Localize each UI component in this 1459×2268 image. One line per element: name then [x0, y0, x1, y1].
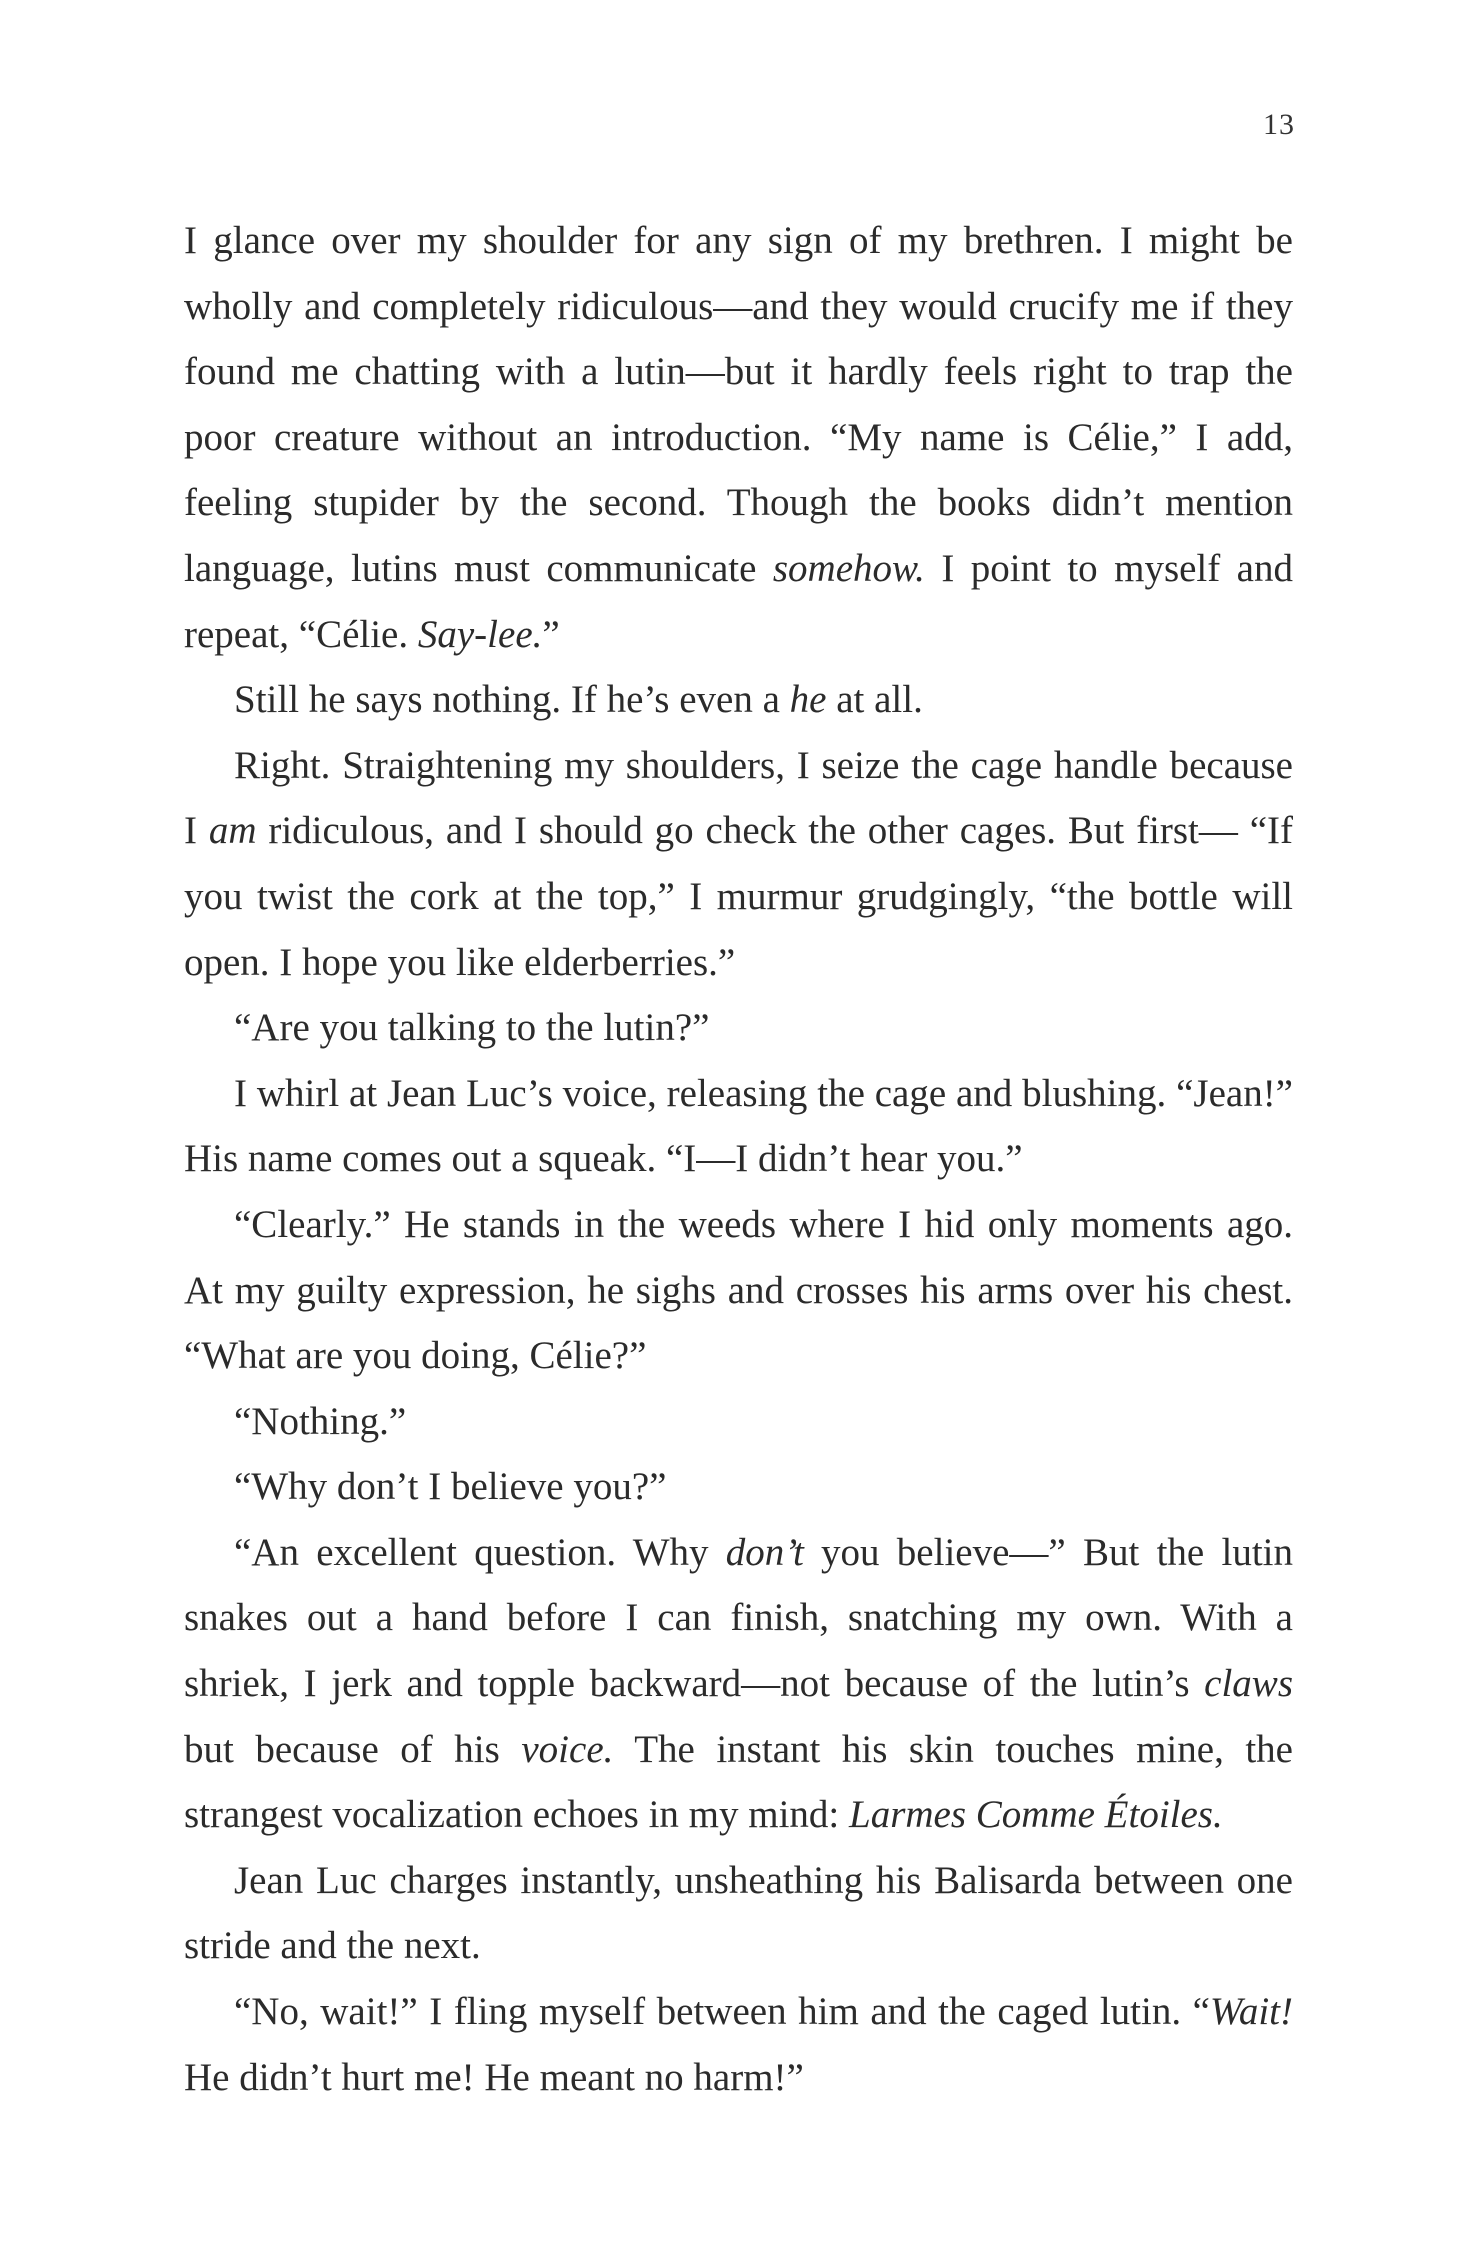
text-run: I glance over my shoulder for any sign of my brethren. I might be wholly and completely ridiculous—and they would crucify me if they found me chatting with a lutin—but it hardly feels right to trap the poor creature without an introduction. “My name is Célie,” I add, feeling stupider by the second. Though the books didn’t mention language, lutins must communicate — [184, 219, 1293, 590]
italic-run: voice. — [521, 1727, 614, 1771]
italic-run: don’t — [725, 1530, 804, 1574]
text-run: He didn’t hurt me! He meant no harm!” — [184, 2055, 804, 2099]
italic-run: he — [789, 678, 827, 722]
paragraph — [184, 1454, 1293, 1520]
text-run: “Nothing.” — [234, 1399, 407, 1443]
text-run: “Why don’t I believe you?” — [234, 1465, 667, 1509]
paragraph — [184, 1848, 1293, 1979]
paragraph — [184, 1192, 1293, 1389]
text-run: but because of his — [184, 1727, 522, 1771]
text-run: you believe—” But the lutin snakes out a hand before I can finish, snatching my own. With a shriek, I jerk and topple backward—not because of the lutin’s — [184, 1530, 1293, 1706]
italic-run: somehow. — [772, 546, 925, 590]
paragraph — [184, 1061, 1293, 1192]
text-run: “Are you talking to the lutin?” — [234, 1006, 710, 1050]
italic-run: Wait! — [1209, 1990, 1293, 2034]
text-run: “An excellent question. Why — [234, 1530, 726, 1574]
paragraph — [184, 667, 1293, 733]
text-run: at all. — [826, 678, 923, 722]
paragraph — [184, 733, 1293, 995]
text-run: “No, wait!” I fling myself between him and the caged lutin. “ — [234, 1990, 1210, 2034]
paragraph — [184, 995, 1293, 1061]
paragraph — [184, 1520, 1293, 1848]
page-number: 13 — [1263, 108, 1295, 141]
text-run: ridiculous, and I should go check the other cages. But first— “If you twist the cork at the top,” I murmur grudgingly, “the bottle will open. I hope you like elderberries.” — [184, 809, 1293, 984]
paragraph — [184, 208, 1293, 667]
text-run: I point to myself and repeat, “Célie. — [184, 546, 1293, 656]
text-run: The instant his skin touches mine, the strangest vocalization echoes in my mind: — [184, 1727, 1293, 1837]
italic-run: Say-lee. — [417, 612, 543, 656]
italic-run: Larmes Comme Étoiles. — [849, 1793, 1223, 1837]
italic-run: claws — [1204, 1662, 1293, 1706]
text-run: “Clearly.” He stands in the weeds where I hid only moments ago. At my guilty expression, he sighs and crosses his arms over his chest. “What are you doing, Célie?” — [184, 1202, 1293, 1378]
text-run: I whirl at Jean Luc’s voice, releasing the cage and blushing. “Jean!” His name comes out a squeak. “I—I didn’t hear you.” — [184, 1071, 1293, 1181]
paragraph — [184, 1389, 1293, 1455]
paragraph — [184, 1979, 1293, 2110]
text-run: Right. Straightening my shoulders, I seize the cage handle because I — [184, 743, 1293, 853]
body-text — [184, 208, 1293, 2110]
italic-run: am — [208, 809, 257, 853]
text-run: ” — [542, 612, 560, 656]
text-run: Still he says nothing. If he’s even a — [234, 678, 790, 722]
text-run: Jean Luc charges instantly, unsheathing his Balisarda between one stride and the next. — [184, 1858, 1293, 1968]
